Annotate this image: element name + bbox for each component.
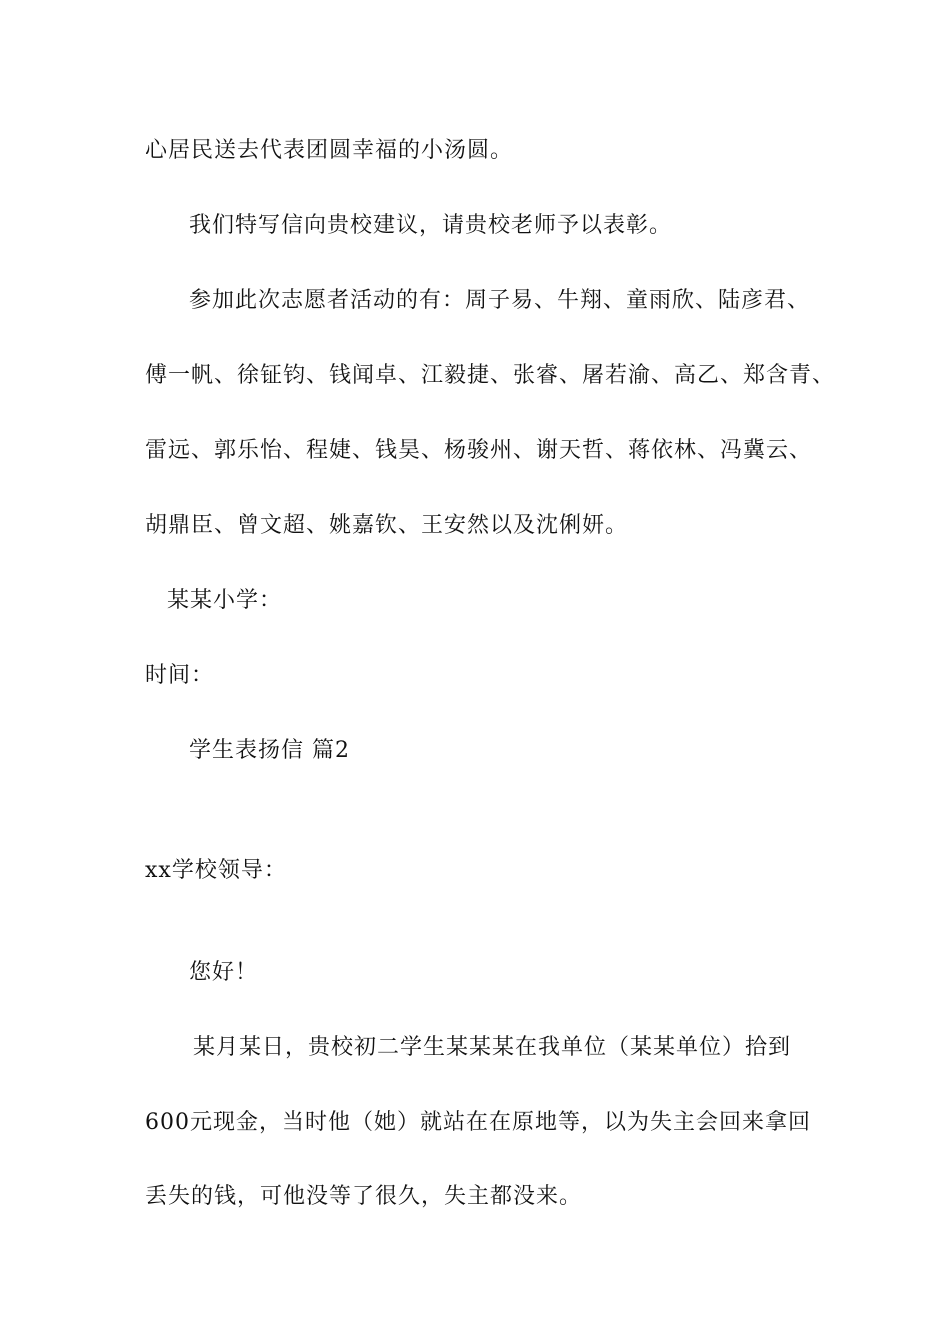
paragraph-line: 雷远、郭乐怡、程婕、钱昊、杨骏州、谢天哲、蒋依林、冯冀云、 xyxy=(145,438,813,463)
signature-line: 某某小学： xyxy=(167,588,283,613)
paragraph-line: 胡鼎臣、曾文超、姚嘉钦、王安然以及沈俐妍。 xyxy=(145,513,629,538)
paragraph-line: 某月某日，贵校初二学生某某某在我单位（某某单位）拾到 xyxy=(193,1035,792,1060)
paragraph-line: 参加此次志愿者活动的有：周子易、牛翔、童雨欣、陆彦君、 xyxy=(189,288,811,313)
section-heading: 学生表扬信 篇2 xyxy=(189,738,350,763)
date-line: 时间： xyxy=(145,663,215,688)
salutation-line: xx学校领导： xyxy=(145,858,287,883)
greeting-line: 您好！ xyxy=(189,960,259,985)
paragraph-line: 600元现金，当时他（她）就站在在原地等，以为失主会回来拿回 xyxy=(145,1110,811,1135)
paragraph-line: 我们特写信向贵校建议，请贵校老师予以表彰。 xyxy=(189,213,673,238)
paragraph-line: 心居民送去代表团圆幸福的小汤圆。 xyxy=(145,138,514,163)
paragraph-line: 傅一帆、徐钲钧、钱闻卓、江毅捷、张睿、屠若渝、高乙、郑含青、 xyxy=(145,363,836,388)
paragraph-line: 丢失的钱，可他没等了很久，失主都没来。 xyxy=(145,1184,583,1209)
